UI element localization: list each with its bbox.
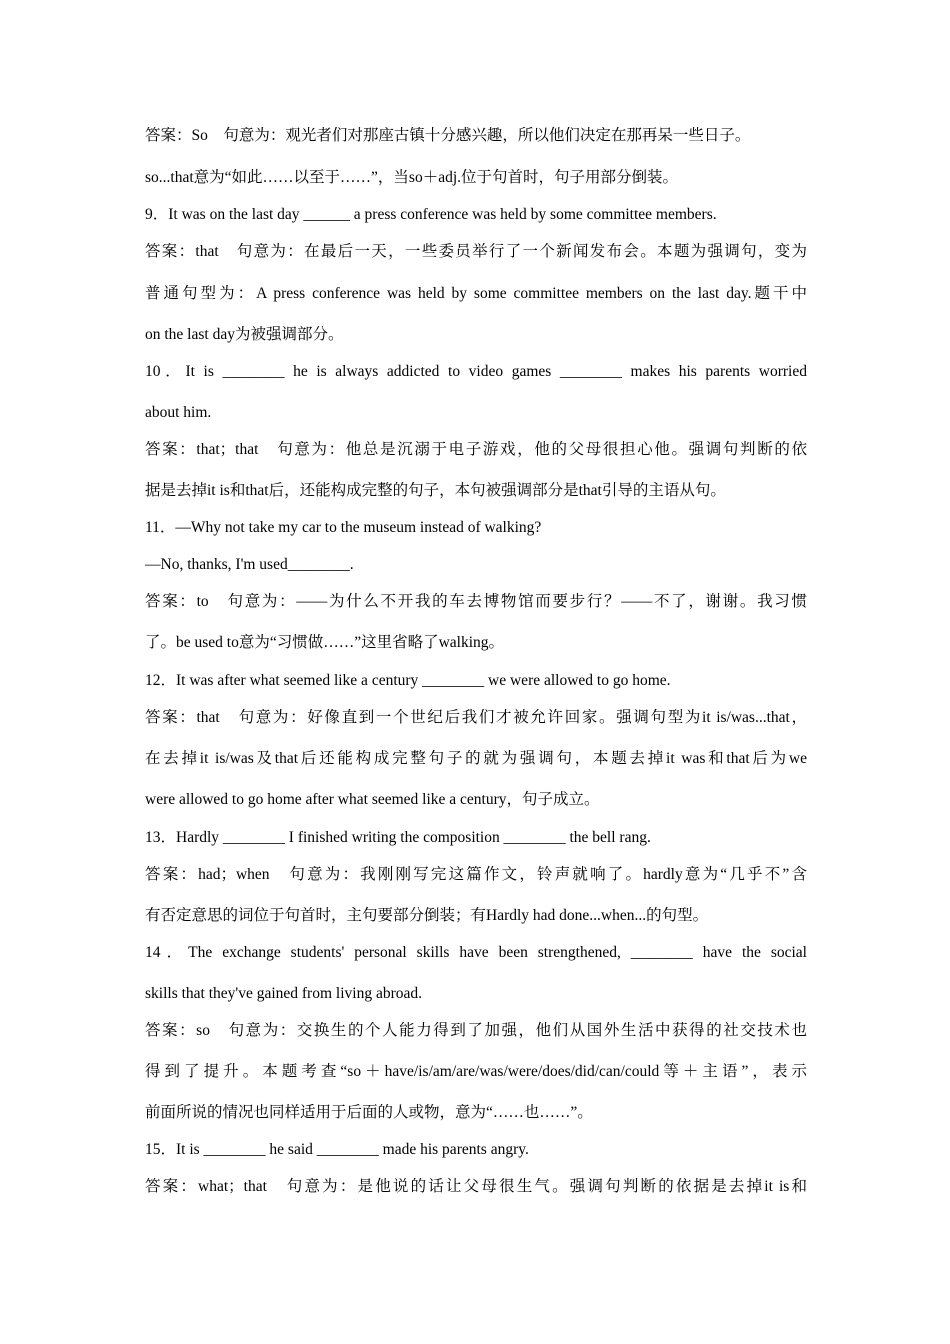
answer-14-line-3: 前面所说的情况也同样适用于后面的人或物，意为“……也……”。 — [145, 1104, 593, 1121]
answer-9-line-2: 普通句型为：A press conference was held by some committee members on the last day.题干中 — [145, 285, 807, 302]
answer-9-line-1: 答案：that 句意为：在最后一天，一些委员举行了一个新闻发布会。本题为强调句，变为 — [145, 243, 807, 260]
answer-11-line-1: 答案：to 句意为：——为什么不开我的车去博物馆而要步行？——不了，谢谢。我习惯 — [145, 593, 807, 610]
answer-12-line-1: 答案：that 句意为：好像直到一个世纪后我们才被允许回家。强调句型为it is/was...that， — [145, 709, 807, 726]
answer-13-line-1: 答案：had；when 句意为：我刚刚写完这篇作文，铃声就响了。hardly意为“几乎不”含 — [145, 866, 807, 883]
answer-8-line-1: 答案：So 句意为：观光者们对那座古镇十分感兴趣，所以他们决定在那再呆一些日子。 — [145, 127, 751, 144]
question-11-line-2: —No, thanks, I'm used________. — [145, 556, 354, 573]
question-9: 9．It was on the last day ______ a press conference was held by some committee members. — [145, 206, 717, 223]
question-11-line-1: 11．—Why not take my car to the museum instead of walking? — [145, 519, 542, 536]
answer-15-line-1: 答案：what；that 句意为：是他说的话让父母很生气。强调句判断的依据是去掉it is和 — [145, 1178, 807, 1195]
answer-8-line-2: so...that意为“如此……以至于……”，当so＋adj.位于句首时，句子用部分倒装。 — [145, 169, 679, 186]
answer-12-line-2: 在去掉it is/was及that后还能构成完整句子的就为强调句，本题去掉it was和that后为we — [145, 750, 807, 767]
question-10-line-1: 10．It is ________ he is always addicted to video games ________ makes his parents worried — [145, 363, 807, 380]
answer-10-line-2: 据是去掉it is和that后，还能构成完整的句子，本句被强调部分是that引导的主语从句。 — [145, 482, 726, 499]
answer-14-line-1: 答案：so 句意为：交换生的个人能力得到了加强，他们从国外生活中获得的社交技术也 — [145, 1022, 807, 1039]
question-13: 13．Hardly ________ I finished writing the composition ________ the bell rang. — [145, 829, 651, 846]
question-15: 15．It is ________ he said ________ made his parents angry. — [145, 1141, 529, 1158]
answer-12-line-3: were allowed to go home after what seemed like a century，句子成立。 — [145, 791, 600, 808]
question-10-line-2: about him. — [145, 404, 212, 421]
answer-11-line-2: 了。be used to意为“习惯做……”这里省略了walking。 — [145, 634, 505, 651]
answer-10-line-1: 答案：that；that 句意为：他总是沉溺于电子游戏，他的父母很担心他。强调句判断的依 — [145, 441, 807, 458]
question-14-line-2: skills that they've gained from living abroad. — [145, 985, 422, 1002]
answer-13-line-2: 有否定意思的词位于句首时，主句要部分倒装；有Hardly had done...when...的句型。 — [145, 907, 709, 924]
answer-9-line-3: on the last day为被强调部分。 — [145, 326, 344, 343]
question-14-line-1: 14．The exchange students' personal skills have been strengthened, ________ have the social — [145, 944, 807, 961]
question-12: 12．It was after what seemed like a century ________ we were allowed to go home. — [145, 672, 671, 689]
answer-14-line-2: 得到了提升。本题考查“so＋have/is/am/are/was/were/does/did/can/could等＋主语”，表示 — [145, 1063, 807, 1080]
